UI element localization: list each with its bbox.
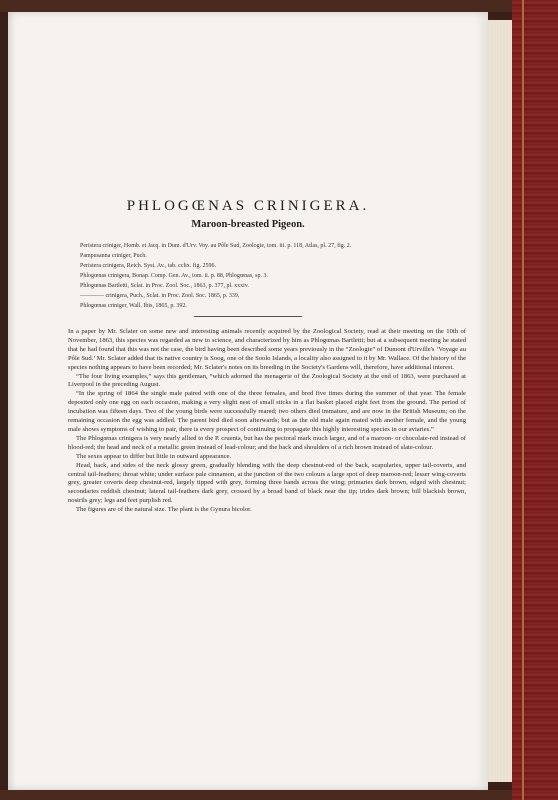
book-page — [8, 12, 488, 790]
paragraph: In a paper by Mr. Sclater on some new and interesting animals recently acquired by the Zoological Society, read at their meeting on the 10th of November, 1863, this species was regarded as new to science, and characterized by him as Phlogœnas Bartletti; but at a subsequent meeting he stated that he had found that this was not the case, the bird having been described some years previously in the “Zoologie” of Dumont d'Urville's ‘Voyage au Pôle Sud.’ Mr. Sclater added that its native country is Soog, one of the Soolo Islands, a locality also assigned to it by Mr. Wallace. Of the history of the species nothing appears to have been recorded; Mr. Sclater's notes on its breeding in the Society's Gardens will, therefore, have additional interest. — [68, 328, 466, 371]
paragraph: The figures are of the natural size. The plant is the Gynura bicolor. — [76, 506, 252, 514]
synonym-line: Peristera crinigera, Reich. Syst. Av., tab. cclix. fig. 2596. — [80, 263, 216, 269]
cover-top-edge — [0, 0, 558, 12]
paragraph: “The four living examples,” says this gentleman, “which adorned the menagerie of the Zoological Society at the end of 1863, were purchased at Liverpool in the preceding August. — [68, 372, 466, 389]
gilt-line — [522, 0, 524, 800]
plate-subtitle: Maroon-breasted Pigeon. — [191, 219, 305, 230]
plate-title: PHLOGŒNAS CRINIGERA. — [126, 198, 370, 214]
synonym-line: Phlogœnas Bartletti, Sclat. in Proc. Zool. Soc., 1863, p. 377, pl. xxxiv. — [80, 283, 249, 289]
paragraph: The Phlogœnas crinigera is very nearly allied to the P. cruenta, but has the pectoral mark much larger, and of a maroon- or chocolate-red instead of blood-red; the head and neck of a metallic green instead of lead-colour; and the back and shoulders of a rich brown instead of slate-colour. — [68, 434, 466, 451]
article-body — [68, 328, 466, 515]
paragraph: The sexes appear to differ but little in outward appearance. — [76, 452, 232, 460]
synonym-line: Phlogœnas crinigera, Bonap. Comp. Gen. Av., tom. ii. p. 88, Phlogœnas, sp. 3. — [80, 273, 268, 279]
synonym-line: ———— crinigera, Puch., Sclat. in Proc. Zool. Soc. 1865, p. 339. — [80, 293, 240, 299]
synonym-line: Pampusanna criniger, Puch. — [80, 253, 147, 259]
marbled-cover — [512, 0, 558, 800]
synonym-line: Phlogœnas criniger, Wall. Ibis, 1865, p. 392. — [80, 303, 187, 309]
cover-bottom-edge — [0, 790, 512, 800]
synonym-line: Peristera criniger, Homb. et Jacq. in Dum. d'Urv. Voy. au Pôle Sud, Zoologie, tom. iii. p. 118, Atlas, pl. 27, fig. 2. — [80, 243, 352, 249]
section-divider — [194, 316, 302, 317]
paragraph: “In the spring of 1864 the single male paired with one of the three females, and bred five times during the summer of that year. The female deposited only one egg on each occasion, making a very slight nest of small sticks in a flat basket placed eight feet from the ground. The period of incubation was fifteen days. Two of the young birds were successfully reared; two others died immature, and are now in the British Museum; on the remaining occasion the egg was addled. The parent bird died soon afterwards; but as the old male again mated with another female, and the young male shows symptoms of wishing to pair, there is every prospect of continuing to propagate this highly interesting species in our aviaries.” — [68, 390, 466, 433]
paragraph: Head, back, and sides of the neck glossy green, gradually blending with the deep chestnut-red of the back, scapularies, upper tail-coverts, and central tail-feathers; throat white; under surface pale cinnamon, at the junction of the two colours a large spot of deep maroon-red; lesser wing-coverts grey, greater coverts deep chestnut-red, largely tipped with grey, forming three bands across the wing; primaries dark brown, edged with chestnut; secondaries reddish chestnut; lateral tail-feathers dark grey, crossed by a broad band of black near the tip; irides dark brown; bill blackish brown, nostrils grey; legs and feet purplish red. — [68, 461, 466, 505]
page-edges — [486, 20, 512, 782]
synonymy-list — [80, 241, 474, 311]
